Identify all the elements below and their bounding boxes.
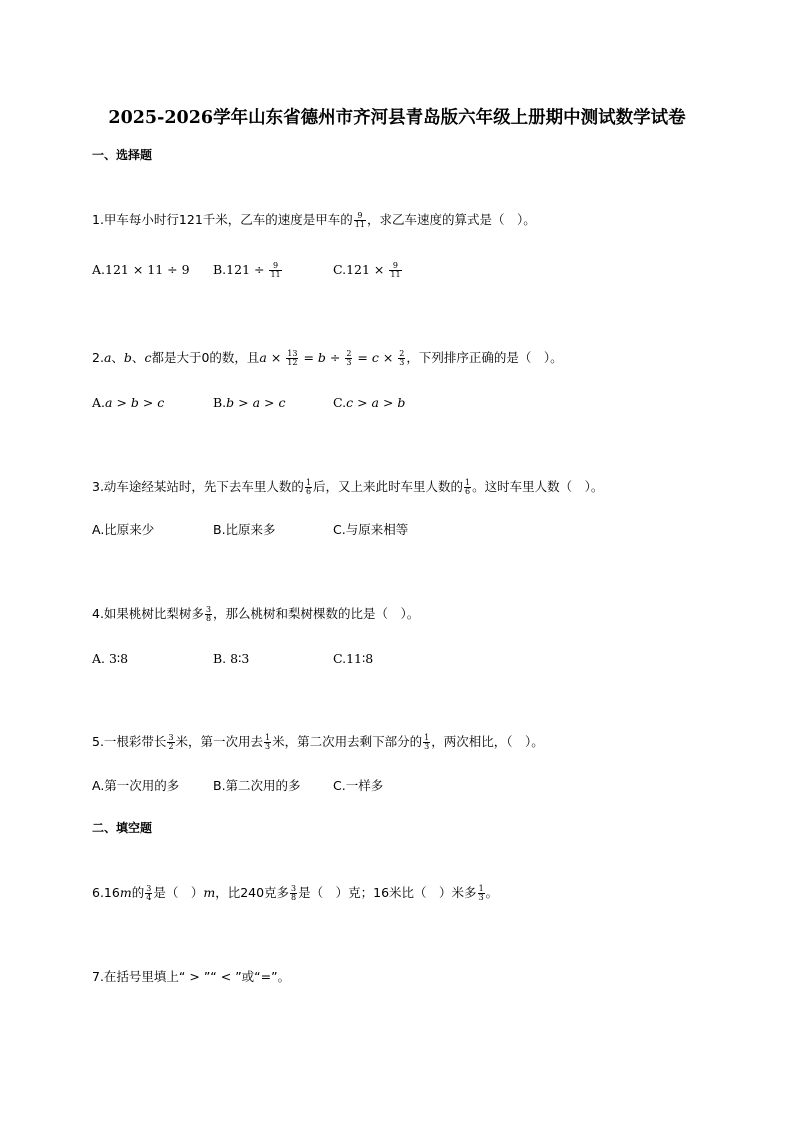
- fraction: $\frac{3}{8}$: [291, 884, 297, 902]
- option-b: B.比原来多: [213, 522, 276, 537]
- option-b: B.b > a > c: [213, 395, 286, 410]
- question-2: 2.a、b、c都是大于0的数，且a × $\frac{13}{12}$ = b ÷ $\frac{2}{3}$ = c × $\frac{2}{3}$ ，下列排序正确的是（ ）。: [92, 349, 563, 367]
- page-title: 2025-2026学年山东省德州市齐河县青岛版六年级上册期中测试数学试卷: [108, 108, 686, 128]
- option-c: C.c > a > b: [333, 395, 406, 410]
- question-1: 1.甲车每小时行121千米，乙车的速度是甲车的 $\frac{9}{11}$ ，求乙车速度的算式是（ ）。: [92, 211, 536, 229]
- section-heading-choice: 一、选择题: [92, 148, 153, 162]
- option-c: C.与原来相等: [333, 522, 409, 537]
- question-4: 4.如果桃树比梨树多 $\frac{3}{8}$ ，那么桃树和梨树棵数的比是（ ）。: [92, 605, 420, 623]
- fraction: $\frac{3}{8}$: [205, 605, 212, 623]
- option-b: B.121 ÷ $\frac{9}{11}$: [213, 261, 281, 279]
- fraction: $\frac{1}{3}$: [265, 733, 271, 751]
- option-a: A. 3∶8: [92, 651, 129, 666]
- option-a: A.a > b > c: [92, 395, 165, 410]
- fraction: $\frac{1}{3}$: [478, 884, 484, 902]
- fraction: $\frac{3}{2}$: [168, 733, 174, 751]
- option-b: B.第二次用的多: [213, 778, 301, 793]
- option-a: A.121 × 11 ÷ 9: [92, 262, 190, 277]
- section-heading-fill: 二、填空题: [92, 821, 153, 835]
- fraction: $\frac{9}{11}$: [390, 261, 401, 279]
- option-a: A.第一次用的多: [92, 778, 180, 793]
- option-c: C.121 × $\frac{9}{11}$: [333, 261, 401, 279]
- fraction: $\frac{9}{11}$: [270, 261, 281, 279]
- option-b: B. 8∶3: [213, 651, 250, 666]
- option-c: C.一样多: [333, 778, 384, 793]
- fraction: $\frac{3}{4}$: [146, 884, 152, 902]
- fraction: $\frac{2}{3}$: [399, 349, 405, 367]
- option-c: C.11∶8: [333, 651, 374, 666]
- option-a: A.比原来少: [92, 522, 155, 537]
- fraction: $\frac{9}{11}$: [354, 211, 365, 229]
- question-6: 6.16m的 $\frac{3}{4}$ 是（ ）m，比240克多 $\frac{3}{8}$ 是（ ）克；16米比（ ）米多 $\frac{1}{3}$ 。: [92, 884, 499, 902]
- question-7: 7.在括号里填上“ > ”“ < ”或“=”。: [92, 969, 291, 984]
- question-5: 5.一根彩带长 $\frac{3}{2}$ 米，第一次用去 $\frac{1}{3}$ 米，第二次用去剩下部分的 $\frac{1}{3}$ ，两次相比，（ ）。: [92, 733, 544, 751]
- fraction: $\frac{1}{6}$: [465, 478, 471, 496]
- fraction: $\frac{1}{3}$: [424, 733, 430, 751]
- fraction: $\frac{1}{6}$: [305, 478, 312, 496]
- question-3: 3.动车途经某站时，先下去车里人数的 $\frac{1}{6}$ 后，又上来此时车里人数的 $\frac{1}{6}$ 。这时车里人数（ ）。: [92, 478, 604, 496]
- fraction: $\frac{13}{12}$: [287, 349, 298, 367]
- fraction: $\frac{2}{3}$: [346, 349, 352, 367]
